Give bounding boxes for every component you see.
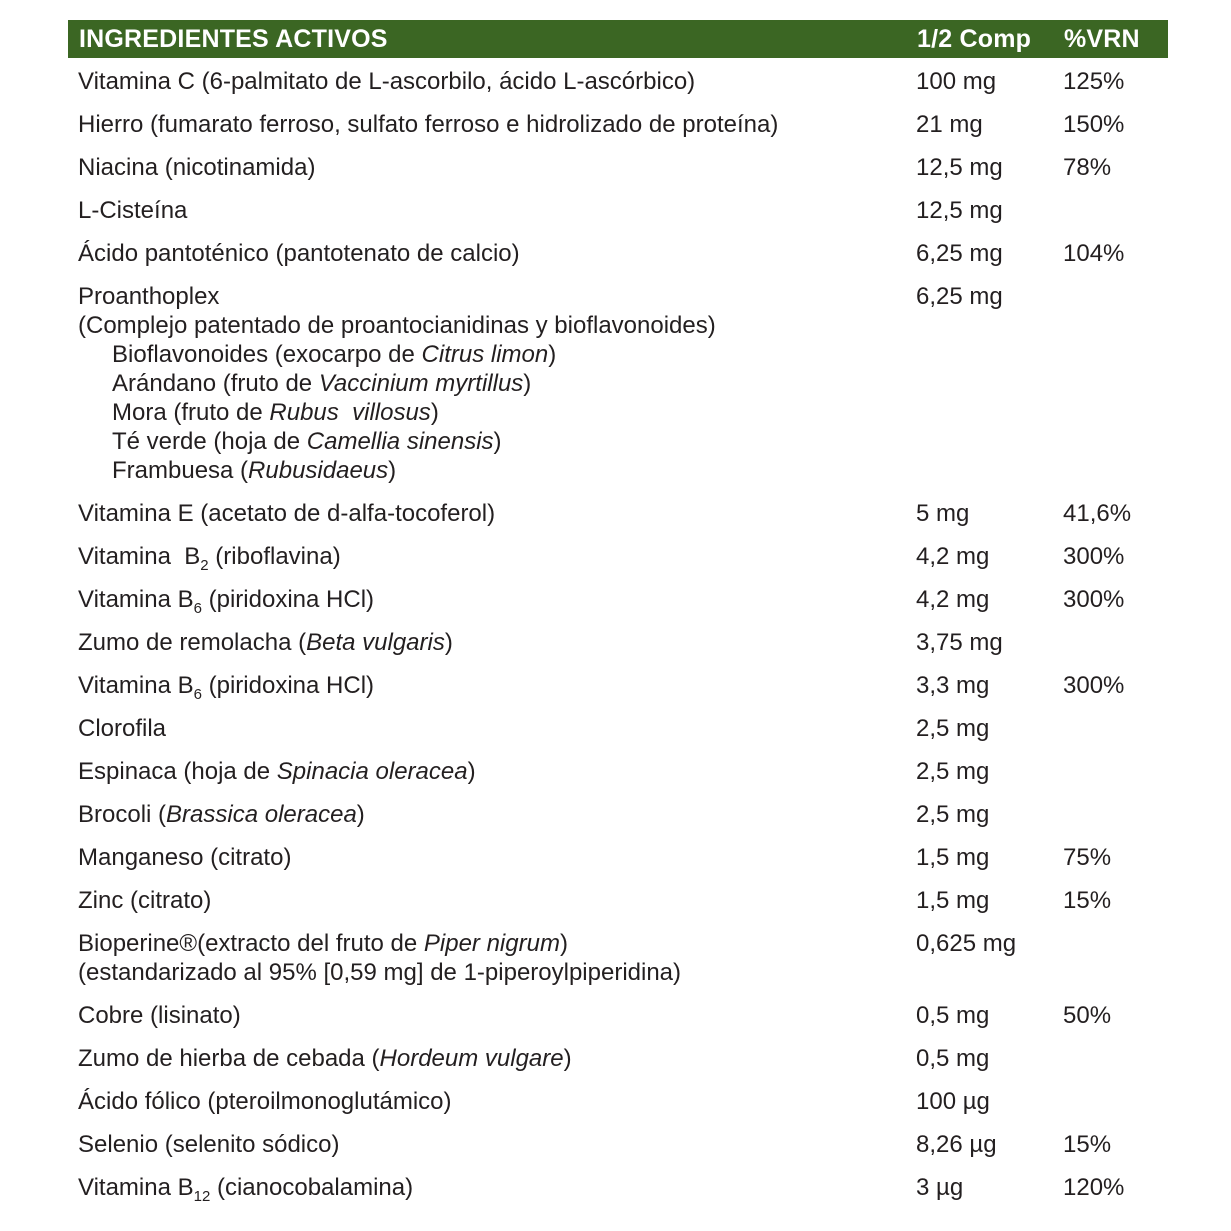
table-row: [78, 714, 1168, 743]
amount-value: 21 mg: [916, 111, 983, 138]
ingredient-name: [78, 843, 916, 872]
amount-value: 3,75 mg: [916, 629, 1003, 656]
amount-value: 5 mg: [916, 500, 970, 527]
ingredient-name: [78, 628, 916, 657]
amount-value: 6,25 mg: [916, 283, 1003, 310]
table-row: [78, 282, 1168, 485]
ingredient-name: [78, 1087, 916, 1116]
ingredient-name: [78, 800, 916, 829]
amount-value: 3 µg: [916, 1174, 964, 1201]
ingredient-line: (Complejo patentado de proantocianidinas y bioflavonoides): [78, 312, 716, 339]
ingredient-line: Vitamina $B_6$ (piridoxina HCl): [78, 586, 375, 617]
amount-value: 0,5 mg: [916, 1002, 990, 1029]
vrn-value: 41,6%: [1063, 500, 1132, 527]
ingredient-line: Bioflavonoides (exocarpo de Citrus limon): [112, 341, 557, 368]
ingredient-name: [78, 282, 916, 485]
table-row: [78, 585, 1168, 617]
vrn-value: 300%: [1063, 586, 1125, 613]
ingredient-line: Vitamina C (6-palmitato de L-ascorbilo, ácido L-ascórbico): [78, 68, 696, 95]
header-col-amount: 1/2 Comp: [917, 24, 1032, 53]
amount-value: 1,5 mg: [916, 887, 990, 914]
supplement-facts-label: [68, 20, 1168, 1216]
table-row: [78, 153, 1168, 182]
ingredient-line: (estandarizado al 95% [0,59 mg] de 1-piperoylpiperidina): [78, 959, 682, 986]
amount-value: 0,5 mg: [916, 1045, 990, 1072]
table-row: [78, 239, 1168, 268]
ingredient-line: Zumo de remolacha (Beta vulgaris): [78, 629, 453, 656]
table-row: [78, 800, 1168, 829]
ingredient-name: [78, 714, 916, 743]
amount-value: 12,5 mg: [916, 154, 1003, 181]
ingredient-line: L-Cisteína: [78, 197, 188, 224]
ingredient-line: Espinaca (hoja de Spinacia oleracea): [78, 758, 476, 785]
ingredient-line: Ácido fólico (pteroilmonoglutámico): [78, 1088, 452, 1115]
table-row: [78, 843, 1168, 872]
amount-value: 100 mg: [916, 68, 997, 95]
ingredient-name: [78, 499, 916, 528]
ingredient-name: [78, 153, 916, 182]
ingredient-line: Proanthoplex: [78, 283, 220, 310]
vrn-value: 300%: [1063, 672, 1125, 699]
vrn-value: 120%: [1063, 1174, 1125, 1201]
ingredient-line: Hierro (fumarato ferroso, sulfato ferroso e hidrolizado de proteína): [78, 111, 779, 138]
ingredient-name: [78, 585, 916, 617]
ingredient-line: Niacina (nicotinamida): [78, 154, 316, 181]
table-row: [78, 1130, 1168, 1159]
amount-value: 4,2 mg: [916, 586, 990, 613]
table-row: [78, 110, 1168, 139]
ingredient-line: Zumo de hierba de cebada (Hordeum vulgare): [78, 1045, 572, 1072]
amount-value: 2,5 mg: [916, 758, 990, 785]
ingredient-line: Frambuesa (Rubusidaeus): [112, 457, 397, 484]
ingredient-line: Brocoli (Brassica oleracea): [78, 801, 365, 828]
ingredient-line: Vitamina E (acetato de d-alfa-tocoferol): [78, 500, 496, 527]
table-row: [78, 1044, 1168, 1073]
ingredient-name: [78, 1044, 916, 1073]
amount-value: 2,5 mg: [916, 715, 990, 742]
ingredient-line: Ácido pantoténico (pantotenato de calcio): [78, 240, 520, 267]
vrn-value: 15%: [1063, 887, 1112, 914]
vrn-value: 300%: [1063, 543, 1125, 570]
ingredient-name: [78, 1130, 916, 1159]
amount-value: 12,5 mg: [916, 197, 1003, 224]
ingredient-line: Té verde (hoja de Camellia sinensis): [112, 428, 502, 455]
table-row: [78, 196, 1168, 225]
ingredient-name: [78, 671, 916, 703]
ingredient-line: Bioperine®(extracto del fruto de Piper nigrum): [78, 930, 568, 957]
amount-value: 3,3 mg: [916, 672, 990, 699]
vrn-value: 75%: [1063, 844, 1112, 871]
ingredient-line: Vitamina $B_{12}$ (cianocobalamina): [78, 1174, 414, 1205]
table-header: [68, 20, 1168, 58]
amount-value: 8,26 µg: [916, 1131, 997, 1158]
table-row: [78, 757, 1168, 786]
header-title: INGREDIENTES ACTIVOS: [79, 24, 388, 53]
vrn-value: 15%: [1063, 1131, 1112, 1158]
table-body: [68, 58, 1168, 1205]
ingredient-line: Clorofila: [78, 715, 167, 742]
ingredient-name: [78, 67, 916, 96]
table-row: [78, 886, 1168, 915]
table-row: [78, 1001, 1168, 1030]
vrn-value: 104%: [1063, 240, 1125, 267]
ingredient-name: [78, 110, 916, 139]
table-row: [78, 1087, 1168, 1116]
ingredient-line: Mora (fruto de Rubus villosus): [112, 399, 439, 426]
ingredient-line: Manganeso (citrato): [78, 844, 292, 871]
vrn-value: 50%: [1063, 1002, 1112, 1029]
ingredient-line: Cobre (lisinato): [78, 1002, 241, 1029]
amount-value: 6,25 mg: [916, 240, 1003, 267]
vrn-value: 150%: [1063, 111, 1125, 138]
ingredient-name: [78, 1173, 916, 1205]
table-row: [78, 542, 1168, 574]
ingredient-name: [78, 757, 916, 786]
ingredient-name: [78, 542, 916, 574]
ingredient-line: Vitamina $B_6$ (piridoxina HCl): [78, 672, 375, 703]
table-row: [78, 499, 1168, 528]
ingredient-name: [78, 929, 916, 987]
table-row: [78, 671, 1168, 703]
header-col-vrn: %VRN: [1064, 24, 1140, 53]
ingredient-name: [78, 1001, 916, 1030]
amount-value: 2,5 mg: [916, 801, 990, 828]
amount-value: 100 µg: [916, 1088, 990, 1115]
ingredient-line: Vitamina $B_2$ (riboflavina): [78, 543, 341, 574]
table-row: [78, 628, 1168, 657]
table-row: [78, 1173, 1168, 1205]
vrn-value: 78%: [1063, 154, 1112, 181]
ingredient-name: [78, 196, 916, 225]
table-row: [78, 67, 1168, 96]
ingredient-line: Zinc (citrato): [78, 887, 212, 914]
amount-value: 0,625 mg: [916, 930, 1017, 957]
ingredient-name: [78, 886, 916, 915]
ingredient-name: [78, 239, 916, 268]
amount-value: 4,2 mg: [916, 543, 990, 570]
ingredient-line: Arándano (fruto de Vaccinium myrtillus): [112, 370, 532, 397]
vrn-value: 125%: [1063, 68, 1125, 95]
amount-value: 1,5 mg: [916, 844, 990, 871]
ingredient-line: Selenio (selenito sódico): [78, 1131, 340, 1158]
table-row: [78, 929, 1168, 987]
